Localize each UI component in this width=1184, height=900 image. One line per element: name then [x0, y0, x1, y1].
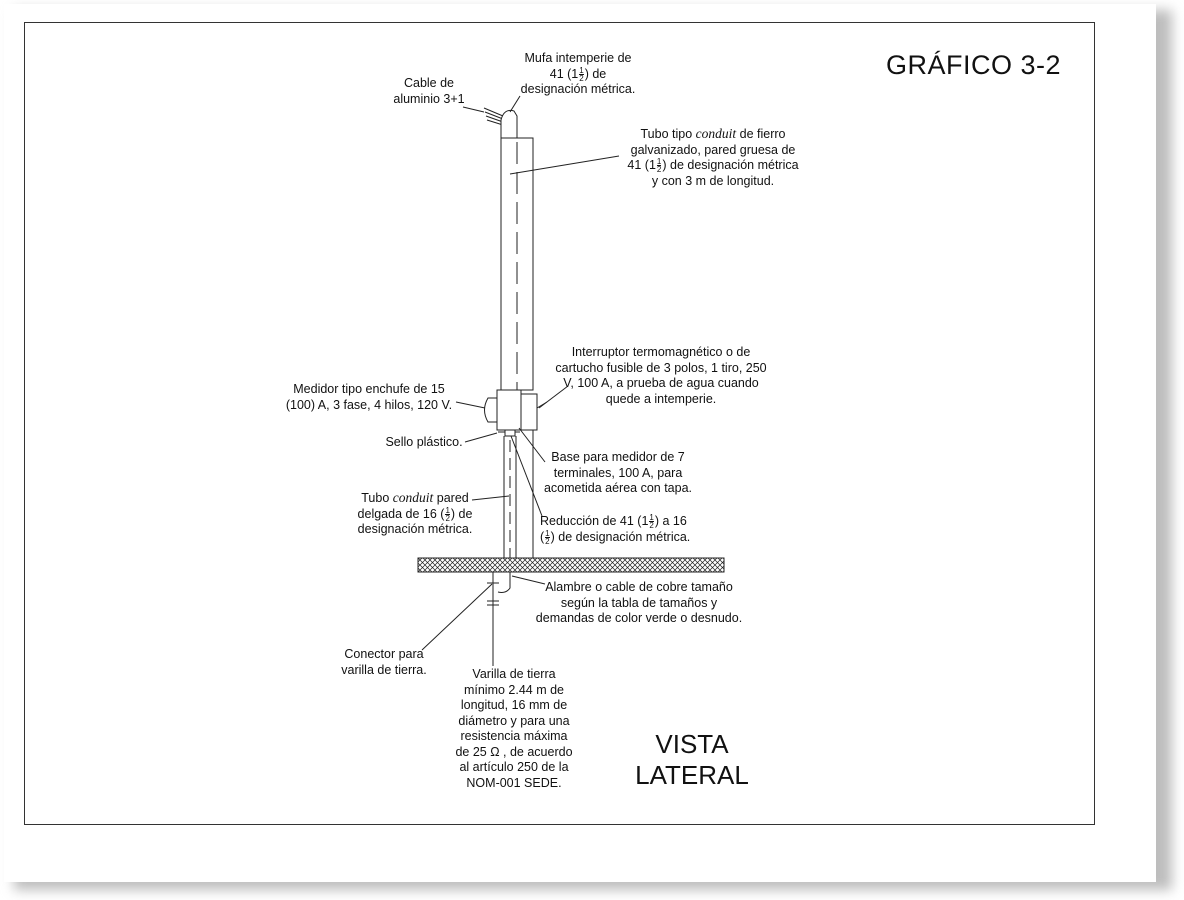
label-tubo-delgado: Tubo conduit pared delgada de 16 ( $\frac{1}{2}$ ) de designación métrica.	[357, 490, 473, 536]
meter-socket-base	[497, 390, 521, 430]
label-tubo-conduit: Tubo tipo conduit de fierro galvanizado, pared gruesa de 41 (1 $\frac{1}{2}$ ) de designación métrica y con 3 m de longitud.	[627, 126, 799, 188]
leader-sello	[465, 433, 497, 442]
view-title-line-1: VISTA	[655, 729, 729, 759]
label-mufa: Mufa intemperie de 41 (1 $\frac{1}{2}$ ) de designación métrica.	[520, 51, 636, 96]
view-title-line-2: LATERAL	[635, 760, 749, 790]
fraction-half: $\frac{1}{2}$	[579, 65, 584, 83]
drawing-title: GRÁFICO 3-2	[886, 50, 1062, 80]
ground-wire	[498, 572, 510, 593]
label-base: Base para medidor de 7 terminales, 100 A, para acometida aérea con tapa.	[543, 450, 693, 495]
leader-cable	[463, 107, 484, 112]
fraction-half: $\frac{1}{2}$	[656, 157, 662, 175]
label-varilla: Varilla de tierra mínimo 2.44 m de longitud, 16 mm de diámetro y para una resistencia máxima de 25 Ω , de acuerdo al artículo 250 de la NOM-001 SEDE.	[455, 667, 573, 790]
label-reduccion: Reducción de 41 (1 $\frac{1}{2}$ ) a 16 ( $\frac{1}{2}$ ) de designación métrica.	[540, 513, 691, 546]
fraction-half: $\frac{1}{2}$	[445, 505, 450, 523]
ground-hatch	[418, 558, 724, 572]
cable-wires	[484, 108, 503, 125]
label-alambre: Alambre o cable de cobre tamaño según la tabla de tamaños y demandas de color verde o desnudo.	[535, 580, 743, 625]
label-medidor: Medidor tipo enchufe de 15 (100) A, 3 fase, 4 hilos, 120 V.	[285, 382, 453, 412]
label-sello: Sello plástico.	[385, 435, 463, 449]
label-interruptor: Interruptor termomagnético o de cartucho fusible de 3 polos, 1 tiro, 250 V, 100 A, a prueba de agua cuando quede a intemperie.	[555, 345, 767, 406]
leader-mufa	[510, 96, 520, 112]
fraction-half: $\frac{1}{2}$	[649, 513, 654, 531]
label-conector: Conector para varilla de tierra.	[341, 647, 427, 677]
meter	[485, 398, 498, 422]
mufa-weatherhead	[501, 110, 517, 138]
reducer	[505, 430, 515, 436]
label-cable: Cable de aluminio 3+1	[393, 76, 465, 106]
leader-conector	[422, 584, 492, 650]
fraction-half: $\frac{1}{2}$	[545, 528, 550, 546]
breaker-box	[521, 394, 537, 430]
